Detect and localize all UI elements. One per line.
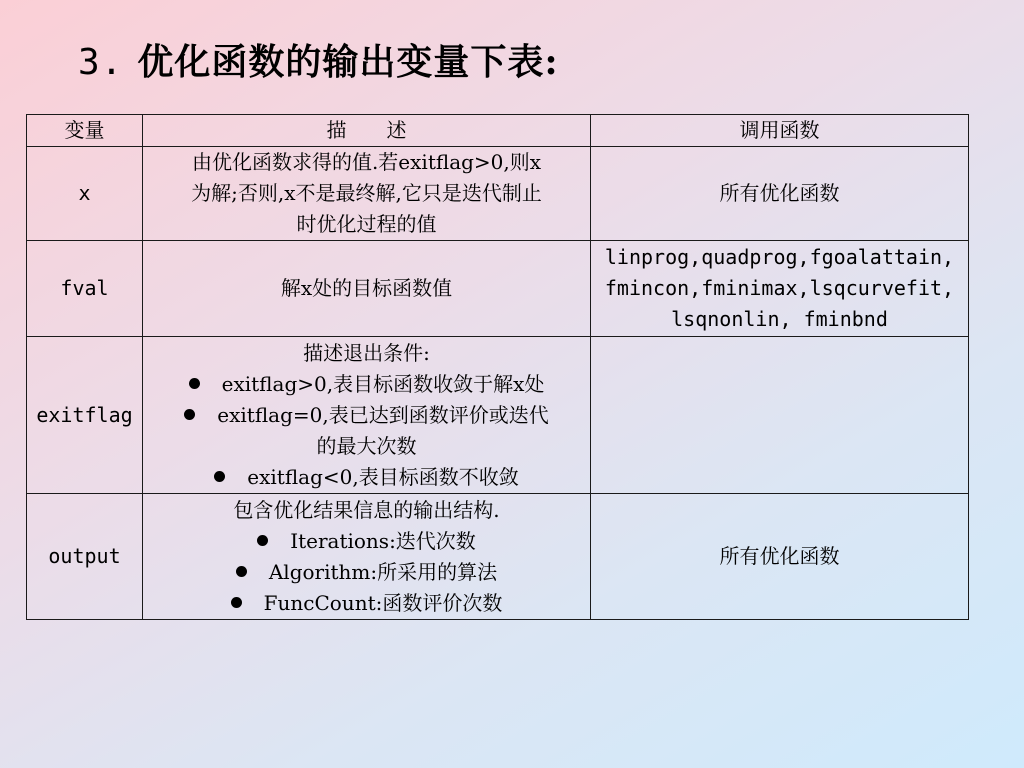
variable-cell: x <box>27 147 143 241</box>
header-functions: 调用函数 <box>591 115 969 147</box>
table-row-exitflag <box>27 337 969 494</box>
list-item <box>149 588 584 619</box>
list-item <box>149 400 584 431</box>
slide-title <box>78 34 559 85</box>
function-list-line: fmincon,fminimax,lsqcurvefit, <box>604 276 955 300</box>
header-description: 描 述 <box>143 115 591 147</box>
description-cell: 解x处的目标函数值 <box>143 241 591 337</box>
list-item <box>149 557 584 588</box>
function-list-line: lsqnonlin, fminbnd <box>671 307 888 331</box>
header-variable: 变量 <box>27 115 143 147</box>
description-line: 为解;否则,x不是最终解,它只是迭代制止 <box>191 181 542 205</box>
bullet-text: 的最大次数 <box>316 433 417 458</box>
list-item <box>149 369 584 400</box>
bullet-icon <box>184 409 195 420</box>
functions-cell: 所有优化函数 <box>591 494 969 620</box>
bullet-text: exitflag<0,表目标函数不收敛 <box>247 464 519 489</box>
bullet-text: FuncCount:函数评价次数 <box>263 590 503 615</box>
bullet-icon <box>231 597 242 608</box>
bullet-icon <box>214 471 225 482</box>
title-text: 优化函数的输出变量下表: <box>137 41 559 83</box>
list-item <box>149 462 584 493</box>
table-row-fval <box>27 241 969 337</box>
bullet-text: Iterations:迭代次数 <box>290 528 476 553</box>
output-variables-table <box>26 114 969 620</box>
description-intro: 包含优化结果信息的输出结构. <box>233 497 500 522</box>
bullet-text: exitflag>0,表目标函数收敛于解x处 <box>221 371 545 396</box>
functions-cell <box>591 337 969 494</box>
bullet-text: exitflag=0,表已达到函数评价或迭代 <box>217 402 549 427</box>
table-row-output <box>27 494 969 620</box>
function-list-line: linprog,quadprog,fgoalattain, <box>604 245 955 269</box>
bullet-icon <box>236 566 247 577</box>
description-intro: 描述退出条件: <box>303 340 430 365</box>
table-row-x <box>27 147 969 241</box>
description-line: 由优化函数求得的值.若exitflag>0,则x <box>191 150 542 174</box>
bullet-text: Algorithm:所采用的算法 <box>268 559 498 584</box>
variable-cell: exitflag <box>27 337 143 494</box>
functions-cell: 所有优化函数 <box>591 147 969 241</box>
table-header-row <box>27 115 969 147</box>
description-cell <box>143 494 591 620</box>
functions-cell <box>591 241 969 337</box>
title-number: 3. <box>78 42 124 83</box>
bullet-list <box>149 369 584 493</box>
variable-cell: output <box>27 494 143 620</box>
bullet-list <box>149 526 584 619</box>
description-cell <box>143 337 591 494</box>
list-item-continuation <box>149 431 584 462</box>
description-cell <box>143 147 591 241</box>
bullet-icon <box>189 378 200 389</box>
description-line: 时优化过程的值 <box>296 212 437 236</box>
variable-cell: fval <box>27 241 143 337</box>
bullet-icon <box>257 535 268 546</box>
list-item <box>149 526 584 557</box>
